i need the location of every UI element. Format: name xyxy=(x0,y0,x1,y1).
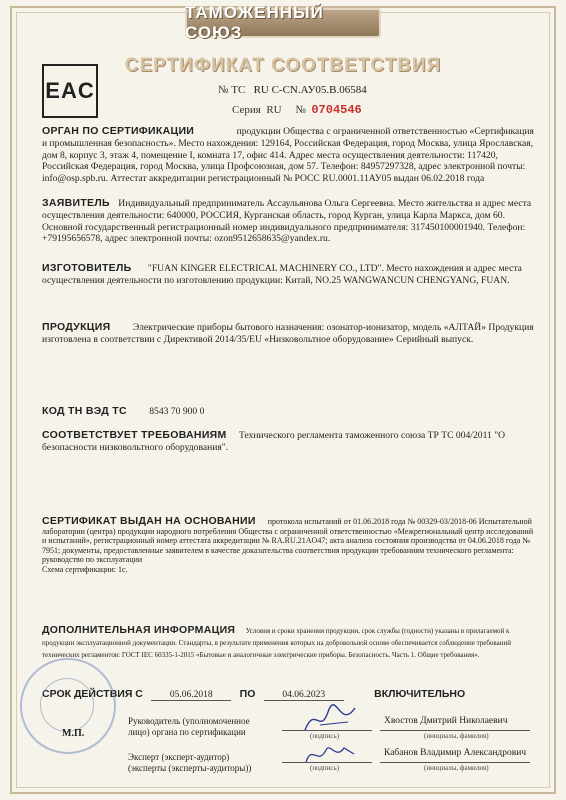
section-basis xyxy=(42,517,537,574)
head-name-line xyxy=(380,730,530,731)
organ-heading: ОРГАН ПО СЕРТИФИКАЦИИ xyxy=(42,125,195,137)
validity-to: 04.06.2023 xyxy=(264,690,344,701)
validity-from: 05.06.2018 xyxy=(151,690,231,701)
section-organ xyxy=(42,126,537,185)
validity-inclusive: ВКЛЮЧИТЕЛЬНО xyxy=(374,688,466,700)
certificate-number xyxy=(218,84,367,96)
head-name: Хвостов Дмитрий Николаевич xyxy=(384,716,508,726)
organ-text: продукции Общества с ограниченной ответственностью «Сертификация и промышленная безопасность». Место нахождения: 129164, Российская Федерация, город Москва, улица Ярославская, дом 8, корпус 3, этаж 4, помещение I, комната 17, офис 414. Адрес места осуществления деятельности: 117420, Российская Федерация, город Москва, улица Профсоюзная, дом 57. Телефон: 84957297328, адрес электронной почты: info@osp.spb.ru. Аттестат аккредитации регистрационный № РОСС RU.0001.11АУ05 выдан 06.02.2018 года xyxy=(42,126,534,185)
blank-number: 0704546 xyxy=(311,103,362,117)
mp-label: М.П. xyxy=(62,728,85,739)
product-heading: ПРОДУКЦИЯ xyxy=(42,321,111,333)
number-label: № ТС xyxy=(218,84,246,96)
applicant-text: Индивидуальный предприниматель Ассаульянова Ольга Сергеевна. Место жительства и адрес места осуществления деятельности: 640000, РОССИЯ, Курганская область, город Курган, улица Карла Маркса, дом 60. Основной государственный регистрационный номер индивидуального предпринимателя: 317450100001940. Телефон: +79195656578, адрес электронной почты: ozon9512658635@yandex.ru. xyxy=(42,198,532,245)
series-value: RU xyxy=(266,104,282,116)
conforms-heading: СООТВЕТСТВУЕТ ТРЕБОВАНИЯМ xyxy=(42,429,227,441)
section-manufacturer xyxy=(42,263,537,287)
additional-heading: ДОПОЛНИТЕЛЬНАЯ ИНФОРМАЦИЯ xyxy=(42,624,236,636)
certificate-title: СЕРТИФИКАТ СООТВЕТСТВИЯ xyxy=(124,55,442,76)
head-name-caption: (инициалы, фамилия) xyxy=(424,732,489,740)
eac-logo: EAC xyxy=(42,64,98,118)
seal-inner-ring xyxy=(40,678,94,732)
round-seal xyxy=(20,658,116,754)
section-additional xyxy=(42,625,537,660)
conforms-text: Технического регламента таможенного союза ТР ТС 004/2011 "О безопасности низковольтного оборудования". xyxy=(42,430,506,453)
head-sign-caption: (подпись) xyxy=(310,732,340,740)
certification-scheme: Схема сертификации: 1с. xyxy=(42,564,128,574)
validity-label: СРОК ДЕЙСТВИЯ С xyxy=(42,688,143,700)
section-conforms xyxy=(42,430,537,454)
expert-name-line xyxy=(380,762,530,763)
expert-name: Кабанов Владимир Александрович xyxy=(384,748,527,758)
code-heading: КОД ТН ВЭД ТС xyxy=(42,405,127,417)
basis-text: протокола испытаний от 01.06.2018 года № 00329-03/2018-06 Испытательной лаборатории (центра) продукции народного потребления Общества с ограниченной ответственностью «Межрегиональный центр исследований и испытаний», регистрационный номер аттестата аккредитации № RA.RU.21AO47; акта анализа состояния производства от 04.06.2018 года № 7951; документы, предоставленные заявителем в качестве доказательства соответствия продукции требованиям технического регламента: руководство по эксплуатации xyxy=(42,517,534,564)
expert-signature-line xyxy=(282,762,372,763)
basis-heading: СЕРТИФИКАТ ВЫДАН НА ОСНОВАНИИ xyxy=(42,515,256,527)
applicant-heading: ЗАЯВИТЕЛЬ xyxy=(42,197,110,209)
series-no-label: № xyxy=(295,104,306,116)
head-signatory-label: Руководитель (уполномоченное лицо) органа по сертификации xyxy=(128,716,250,737)
manufacturer-text: "FUAN KINGER ELECTRICAL MACHINERY CO., LTD". Место нахождения и адрес места осуществления деятельности по изготовлению продукции: Китай, NO.25 WANGWANCUN CHENGYANG, FUAN. xyxy=(42,263,522,286)
section-product xyxy=(42,322,537,346)
additional-text: Условия и сроки хранения продукции, срок службы (годности) указаны в прилагаемой к продукции эксплуатационной документации. Стандарты, в результате применения которых на добровольной основе обеспечивается соблюдение требований технических регламентов: ГОСТ IEC 60335-1-2015 «Бытовые и аналогичные электрические приборы. Безопасность. Часть 1. Общие требования». xyxy=(42,627,511,659)
customs-union-banner xyxy=(185,3,381,42)
head-signature-line xyxy=(282,730,372,731)
number-value: RU C-CN.АУ05.В.06584 xyxy=(253,84,367,96)
manufacturer-heading: ИЗГОТОВИТЕЛЬ xyxy=(42,262,132,274)
expert-label: Эксперт (эксперт-аудитор) (эксперты (эксперты-аудиторы)) xyxy=(128,752,252,773)
series-line xyxy=(232,103,362,117)
banner-text: ТАМОЖЕННЫЙ СОЮЗ xyxy=(185,3,324,42)
series-label: Серия xyxy=(232,104,261,116)
expert-sign-caption: (подпись) xyxy=(310,764,340,772)
validity-to-label: ПО xyxy=(239,688,256,700)
product-text: Электрические приборы бытового назначения: озонатор-ионизатор, модель «АЛТАЙ» Продукция изготовлена в соответствии с Директивой 2014/35/EU «Низковольтное оборудование» Серийный выпуск. xyxy=(42,322,534,345)
expert-name-caption: (инициалы, фамилия) xyxy=(424,764,489,772)
section-code xyxy=(42,406,537,418)
section-applicant xyxy=(42,198,537,245)
code-value: 8543 70 900 0 xyxy=(149,406,205,417)
